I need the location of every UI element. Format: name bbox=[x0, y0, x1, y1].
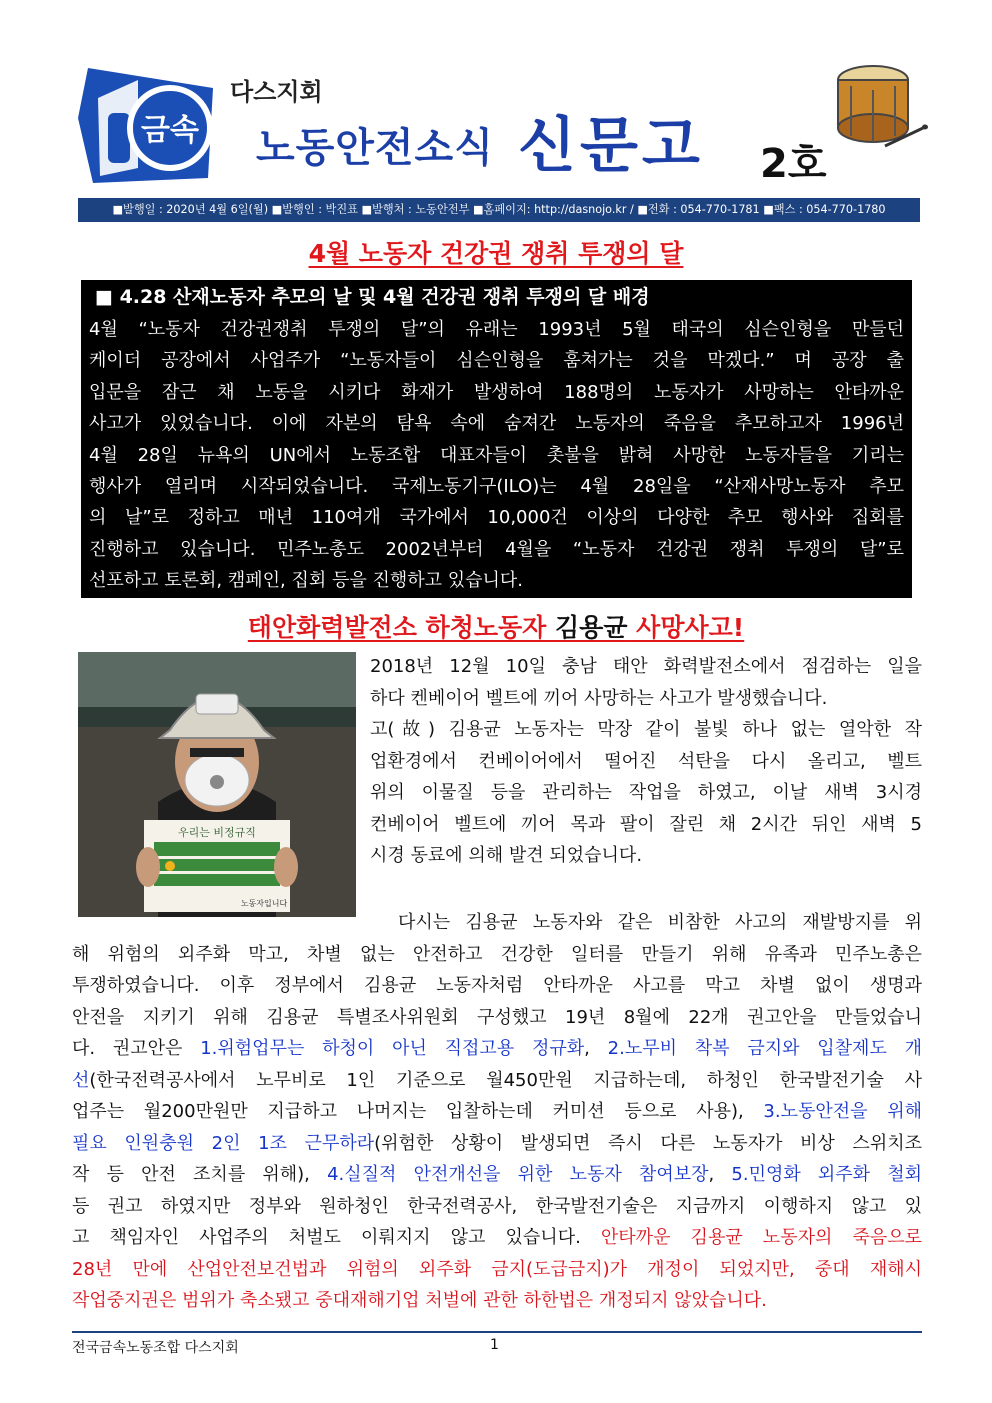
text-line bbox=[72, 1033, 922, 1065]
text-run: (위험한 상황이 발생되면 즉시 다른 노동자가 비상 스위치조 bbox=[374, 1132, 922, 1154]
recommendation-2-end: 선 bbox=[72, 1069, 90, 1091]
worker-photo bbox=[78, 652, 356, 917]
background-box bbox=[81, 280, 912, 598]
recommendation-4: 4.실질적 안전개선을 위한 노동자 참여보장 bbox=[327, 1164, 709, 1185]
page-number: 1 bbox=[490, 1337, 499, 1353]
box-line: 진행하고 있습니다. 민주노총도 2002년부터 4월을 “노동자 건강권 쟁취 투쟁의 달”로 bbox=[89, 538, 904, 560]
union-logo-icon bbox=[78, 58, 218, 188]
red-emphasis: 안타까운 김용균 노동자의 죽음으로 bbox=[600, 1227, 923, 1248]
headline2-part3: 사망사고! bbox=[627, 613, 745, 642]
box-line: 사고가 있었습니다. 이에 자본의 탐욕 속에 숨져간 노동자의 죽음을 추모하고자 1996년 bbox=[89, 413, 904, 435]
drum-icon bbox=[823, 58, 928, 153]
text-run: 다. 권고안은 bbox=[72, 1038, 201, 1059]
text-run: , bbox=[584, 1038, 608, 1059]
box-line: 선포하고 토론회, 캠페인, 집회 등을 진행하고 있습니다. bbox=[89, 570, 524, 592]
issue-number: 2호 bbox=[760, 141, 827, 187]
publication-info-bar: ■발행일 : 2020년 4월 6일(월) ■발행인 : 박진표 ■발행처 : 노동안전부 ■홈페이지: http://dasnojo.kr / ■전화 : 054-770-1781 ■팩스 : 054-770-1780 bbox=[78, 198, 920, 222]
recommendation-3-end: 필요 인원충원 2인 1조 근무하라 bbox=[72, 1132, 375, 1154]
box-title: ■ 4.28 산재노동자 추모의 날 및 4월 건강권 쟁취 투쟁의 달 배경 bbox=[95, 286, 650, 308]
box-line: 4월 28일 뉴욕의 UN에서 노동조합 대표자들이 촛불을 밝혀 사망한 노동자들을 기리는 bbox=[89, 444, 904, 466]
text-line bbox=[72, 1128, 922, 1160]
box-body bbox=[89, 314, 904, 597]
footer-organization: 전국금속노동조합 다스지회 bbox=[72, 1340, 239, 1356]
footer-divider bbox=[72, 1331, 922, 1333]
text-line: 다시는 김용균 노동자와 같은 비참한 사고의 재발방지를 위 bbox=[398, 912, 922, 933]
text-line bbox=[72, 1096, 922, 1128]
sign-text-bottom: 노동자입니다 bbox=[240, 899, 288, 908]
text-line: 2018년 12월 10일 충남 태안 화력발전소에서 점검하는 일을 bbox=[370, 656, 922, 677]
recommendation-2: 2.노무비 착복 금지와 입찰제도 개 bbox=[607, 1038, 923, 1059]
text-line: 하다 켄베이어 벨트에 끼어 사망하는 사고가 발생했습니다. bbox=[370, 687, 828, 709]
text-line: 위의 이물질 등을 관리하는 작업을 하였고, 이날 새벽 3시경 bbox=[370, 782, 922, 803]
text-run: 업주는 월200만원만 지급하고 나머지는 입찰하는데 커미션 등으로 사용), bbox=[72, 1101, 764, 1122]
newsletter-subtitle: 노동안전소식 bbox=[256, 125, 494, 171]
headline-health-rights-month: 4월 노동자 건강권 쟁취 투쟁의 달 bbox=[308, 239, 684, 268]
recommendation-5: 5.민영화 외주화 철회 bbox=[731, 1164, 922, 1185]
text-line bbox=[72, 1159, 922, 1191]
masthead bbox=[78, 58, 920, 193]
text-run: , bbox=[708, 1164, 732, 1185]
newsletter-name: 신문고 bbox=[518, 111, 704, 181]
text-line: 컨베이어 벨트에 끼어 목과 팔이 잘린 채 2시간 뒤인 새벽 5 bbox=[370, 813, 922, 835]
box-line: 행사가 열리며 시작되었습니다. 국제노동기구(ILO)는 4월 28일을 “산재사망노동자 추모 bbox=[89, 476, 904, 498]
recommendations-paragraph bbox=[72, 907, 922, 1317]
box-line: 의 날”로 정하고 매년 110여개 국가에서 10,000건 이상의 다양한 추모 행사와 집회를 bbox=[89, 507, 904, 529]
red-emphasis-line: 28년 만에 산업안전보건법과 위험의 외주화 금지(도급금지)가 개정이 되었지만, 중대 재해시 bbox=[72, 1258, 922, 1280]
text-line: 안전을 지키기 위해 김용균 특별조사위원회 구성했고 19년 8월에 22개 권고안을 만들었습니 bbox=[72, 1006, 922, 1028]
text-line: 투쟁하였습니다. 이후 정부에서 김용균 노동자처럼 안타까운 사고를 막고 차별 없이 생명과 bbox=[72, 975, 922, 996]
box-line: 케이더 공장에서 사업주가 “노동자들이 심슨인형을 훔쳐가는 것을 막겠다.” 며 공장 출 bbox=[89, 350, 904, 372]
sign-text-top: 우리는 비정규직 bbox=[178, 826, 256, 839]
text-line: 시경 동료에 의해 발견 되었습니다. bbox=[370, 845, 643, 866]
text-line bbox=[72, 1222, 922, 1254]
text-run: (한국전력공사에서 노무비로 1인 기준으로 월450만원 지급하는데, 하청인 한국발전기술 사 bbox=[89, 1069, 922, 1091]
box-line: 4월 “노동자 건강권쟁취 투쟁의 달”의 유래는 1993년 5월 태국의 심슨인형을 만들던 bbox=[89, 319, 904, 340]
headline2-name: 김용균 bbox=[555, 613, 628, 642]
recommendation-3: 3.노동안전을 위해 bbox=[763, 1101, 922, 1122]
accident-paragraph bbox=[370, 651, 922, 872]
publication-name: 다스지회 bbox=[230, 78, 323, 106]
red-emphasis-line: 작업중지권은 범위가 축소됐고 중대재해기업 처벌에 관한 하한법은 개정되지 않았습니다. bbox=[72, 1290, 767, 1311]
recommendation-1: 1.위험업무는 하청이 아닌 직접고용 정규화 bbox=[200, 1038, 585, 1059]
logo-text: 금속 bbox=[141, 113, 199, 148]
text-line: 고(故) 김용균 노동자는 막장 같이 불빛 하나 없는 열악한 작 bbox=[370, 719, 922, 740]
box-line: 입문을 잠근 채 노동을 시키다 화재가 발생하여 188명의 노동자가 사망하는 안타까운 bbox=[89, 381, 904, 403]
text-run: 작 등 안전 조치를 위해), bbox=[72, 1164, 328, 1185]
headline-taean-accident bbox=[0, 608, 992, 644]
text-line: 해 위험의 외주화 막고, 차별 없는 안전하고 건강한 일터를 만들기 위해 유족과 민주노총은 bbox=[72, 943, 922, 965]
headline2-part1: 태안화력발전소 하청노동자 bbox=[247, 613, 556, 642]
text-run: 고 책임자인 사업주의 처벌도 이뤄지지 않고 있습니다. bbox=[72, 1227, 601, 1248]
text-line: 업환경에서 컨베이어에서 떨어진 석탄을 다시 올리고, 벨트 bbox=[370, 750, 922, 772]
text-line: 등 권고 하였지만 정부와 원하청인 한국전력공사, 한국발전기술은 지금까지 이행하지 않고 있 bbox=[72, 1195, 922, 1217]
text-line bbox=[72, 1065, 922, 1097]
